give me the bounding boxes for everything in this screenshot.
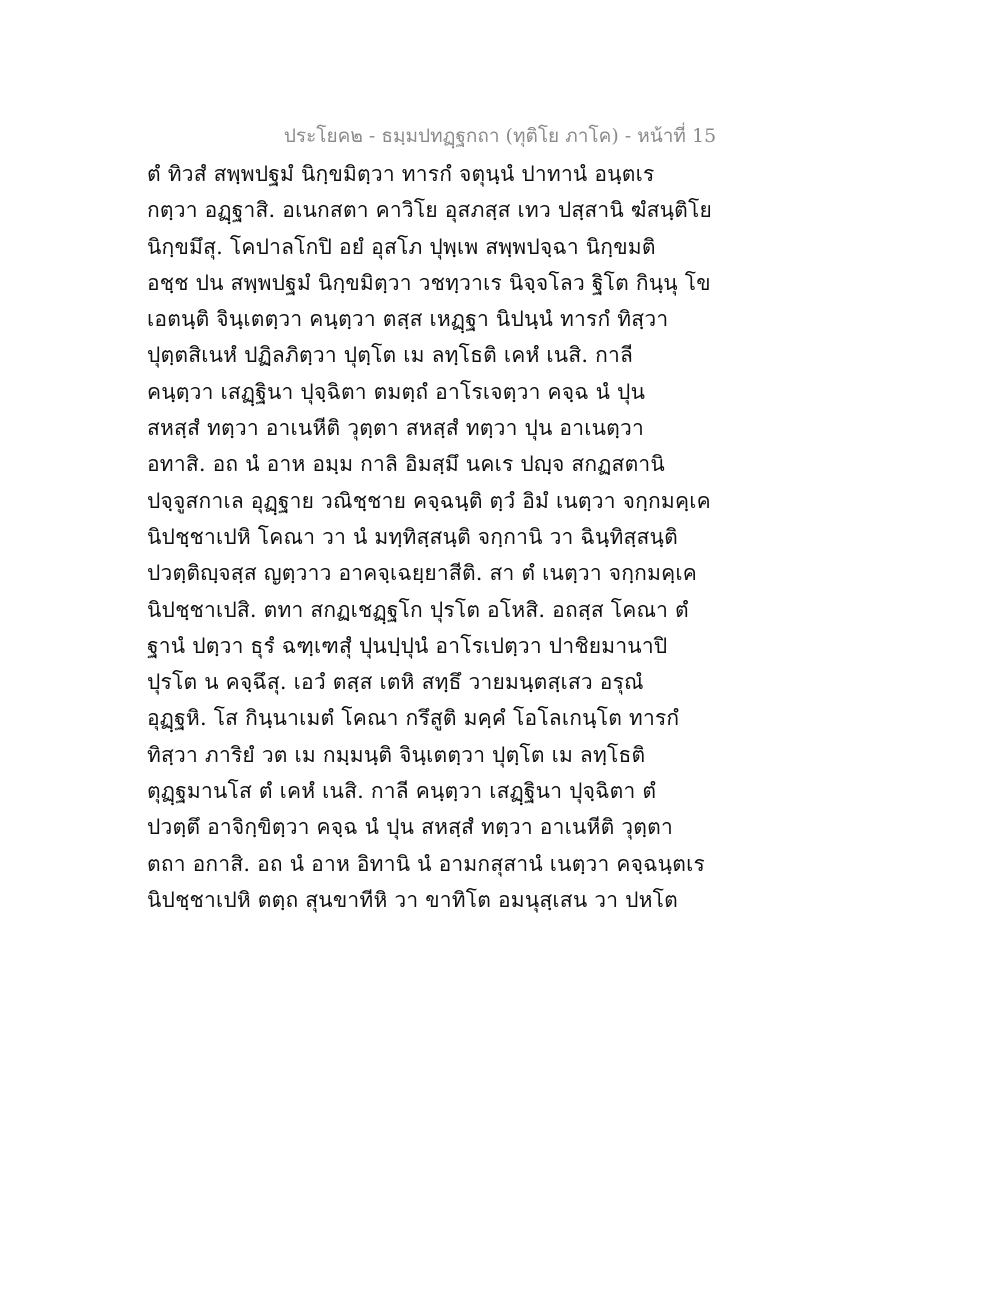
- text-line: เอตนฺติ จินฺเตตฺวา คนฺตฺวา ตสฺส เหฏฺฐา นิปนฺนํ ทารกํ ทิสฺวา: [147, 307, 669, 332]
- text-line: กตฺวา อฏฺฐาสิ. อเนกสตา คาวิโย อุสภสฺส เทว ปสฺสานิ ฆํสนฺติโย: [147, 198, 712, 223]
- body-text: [147, 156, 712, 918]
- text-line: ปุรโต น คจฺฉึสุ. เอวํ ตสฺส เตหิ สทฺธึ วายมนฺตสฺเสว อรุณํ: [147, 670, 644, 695]
- text-line: นิปชฺชาเปสิ. ตทา สกฏเชฏฺฐโก ปุรโต อโหสิ. อถสฺส โคณา ตํ: [147, 597, 689, 622]
- text-line: ปวตฺติญฺจสฺส ญตฺวาว อาคจฺเฉยฺยาสีติ. สา ตํ เนตฺวา จกฺกมคฺเค: [147, 561, 698, 586]
- text-line: ปจฺจูสกาเล อุฏฺฐาย วณิชฺชาย คจฺฉนฺติ ตฺวํ อิมํ เนตฺวา จกฺกมคฺเค: [147, 488, 711, 513]
- text-line: นิปชฺชาเปหิ โคณา วา นํ มทฺทิสฺสนฺติ จกฺกานิ วา ฉินฺทิสฺสนฺติ: [147, 524, 678, 549]
- text-line: ตถา อกาสิ. อถ นํ อาห อิทานิ นํ อามกสุสานํ เนตฺวา คจฺฉนฺตเร: [147, 851, 705, 876]
- text-line: นิปชฺชาเปหิ ตตฺถ สุนขาทีหิ วา ขาทิโต อมนุสฺเสน วา ปหโต: [147, 887, 679, 912]
- text-line: ปุตฺตสิเนหํ ปฏิลภิตฺวา ปุตฺโต เม ลทฺโธติ เคหํ เนสิ. กาลี: [147, 343, 634, 368]
- text-line: คนฺตฺวา เสฏฺฐินา ปุจฺฉิตา ตมตฺถํ อาโรเจตฺวา คจฺฉ นํ ปุน: [147, 379, 646, 404]
- text-line: ตุฏฺฐมานโส ตํ เคหํ เนสิ. กาลี คนฺตฺวา เสฏฺฐินา ปุจฺฉิตา ตํ: [147, 779, 657, 804]
- text-line: อุฏฺฐหิ. โส กินฺนาเมตํ โคณา กรึสูติ มคฺคํ โอโลเกนฺโต ทารกํ: [147, 706, 680, 731]
- running-header-text: ประโยค๒ - ธมฺมปทฏฺฐกถา (ทุติโย ภาโค) - หน้าที่ 15: [283, 125, 717, 147]
- text-line: ตํ ทิวสํ สพฺพปฐมํ นิกฺขมิตฺวา ทารกํ จตุนฺนํ ปาทานํ อนฺตเร: [147, 162, 655, 186]
- text-line: ทิสฺวา ภาริยํ วต เม กมฺมนฺติ จินฺเตตฺวา ปุตฺโต เม ลทฺโธติ: [147, 742, 646, 767]
- text-line: อทาสิ. อถ นํ อาห อมฺม กาลิ อิมสฺมึ นคเร ปญฺจ สกฏสตานิ: [147, 452, 665, 477]
- text-line: อชฺช ปน สพฺพปฐมํ นิกฺขมิตฺวา วชทฺวาเร นิจฺจโลว ฐิโต กินฺนุ โข: [147, 270, 711, 295]
- text-line: นิกฺขมึสุ. โคปาลโกปิ อยํ อุสโภ ปุพฺเพ สพฺพปจฺฉา นิกฺขมติ: [147, 234, 656, 259]
- running-header: [0, 121, 1000, 151]
- text-line: ปวตฺตึ อาจิกฺขิตฺวา คจฺฉ นํ ปุน สหสฺสํ ทตฺวา อาเนหีติ วุตฺตา: [147, 815, 673, 840]
- text-line: สหสฺสํ ทตฺวา อาเนหีติ วุตฺตา สหสฺสํ ทตฺวา ปุน อาเนตฺวา: [147, 416, 644, 441]
- text-line: ฐานํ ปตฺวา ธุรํ ฉฑฺเฑสุํ ปุนปฺปุนํ อาโรเปตฺวา ปาชิยมานาปิ: [147, 633, 668, 658]
